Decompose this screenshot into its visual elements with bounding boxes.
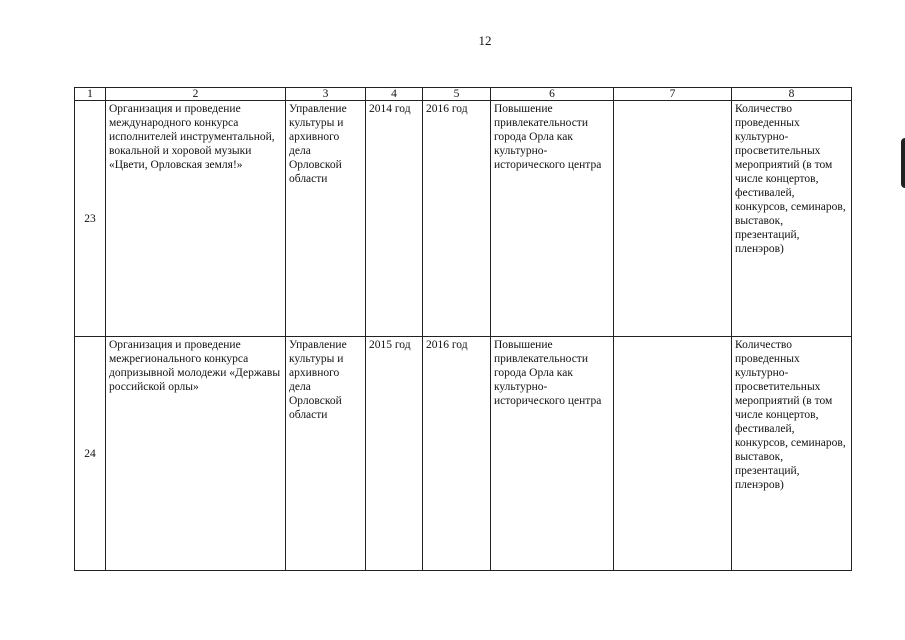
row-number: 24 [75,337,106,571]
result-cell: Повышение привлекательности города Орла как культурно-исторического центра [491,337,614,571]
executor-cell: Управление культуры и архивного дела Орловской области [286,101,366,337]
column-7-cell [614,101,732,337]
row-number: 23 [75,101,106,337]
end-year-cell: 2016 год [423,337,491,571]
column-header: 6 [491,88,614,101]
page-number: 12 [478,33,492,48]
column-7-cell [614,337,732,571]
scan-edge-mark [901,138,905,188]
end-year-cell: 2016 год [423,101,491,337]
indicator-cell: Количество проведенных культурно-просветительных мероприятий (в том числе концертов, фестивалей, конкурсов, семинаров, выставок, презентаций, пленэров) [732,337,852,571]
column-header: 4 [366,88,423,101]
event-cell: Организация и проведение межрегионального конкурса допризывной молодежи «Державы российской орлы» [106,337,286,571]
table-row [75,337,852,571]
start-year-cell: 2014 год [366,101,423,337]
column-header: 1 [75,88,106,101]
column-header: 2 [106,88,286,101]
column-header: 5 [423,88,491,101]
column-header: 8 [732,88,852,101]
table-row [75,101,852,337]
executor-cell: Управление культуры и архивного дела Орловской области [286,337,366,571]
column-header: 7 [614,88,732,101]
start-year-cell: 2015 год [366,337,423,571]
column-header: 3 [286,88,366,101]
measures-table [74,87,852,571]
table-header-row [75,88,852,101]
event-cell: Организация и проведение международного конкурса исполнителей инструментальной, вокальной и хоровой музыки «Цвети, Орловская земля!» [106,101,286,337]
indicator-cell: Количество проведенных культурно-просветительных мероприятий (в том числе концертов, фестивалей, конкурсов, семинаров, выставок, презентаций, пленэров) [732,101,852,337]
result-cell: Повышение привлекательности города Орла как культурно-исторического центра [491,101,614,337]
